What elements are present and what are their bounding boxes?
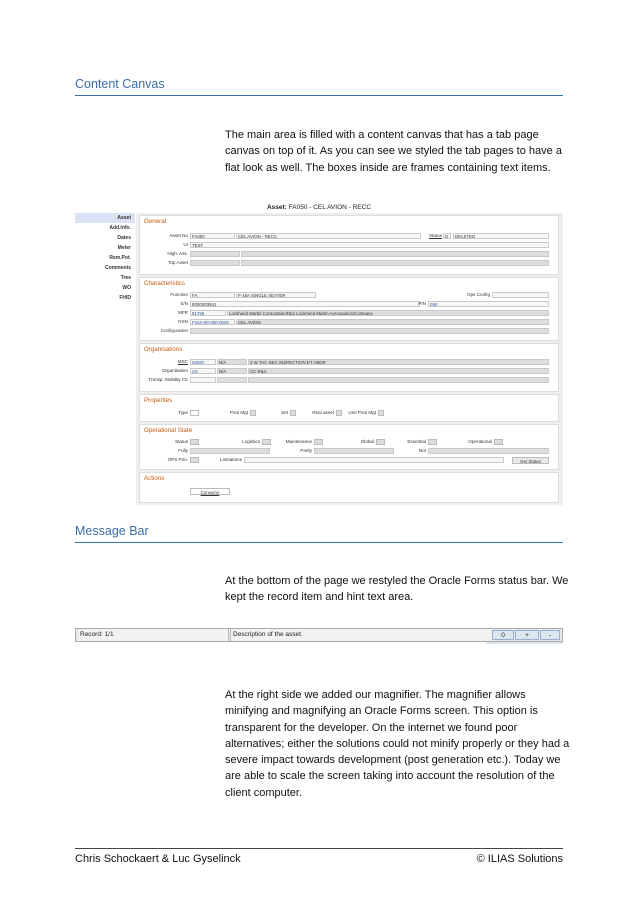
unit-pool-mgt-label: Unit Pool Mgt [348, 410, 376, 415]
ui-label: UI [183, 242, 188, 247]
tab-tree[interactable]: Tree [120, 275, 131, 281]
high-ass-code-field[interactable] [190, 251, 240, 257]
hint-text: Description of the asset. [230, 629, 493, 641]
top-asset-desc-field[interactable] [241, 260, 549, 266]
frame-title: Characteristics [144, 280, 185, 287]
pool-mgt-checkbox[interactable] [250, 410, 256, 416]
consume-button[interactable]: Consume [190, 488, 230, 495]
tab-asset[interactable]: Asset [75, 213, 135, 223]
configuration-field[interactable] [190, 328, 549, 334]
frame-operational-state [139, 424, 559, 470]
transp-mobility-label: Transp. Mobility Ctr [148, 377, 188, 382]
limitations-field[interactable] [244, 457, 504, 463]
magnifier-underline [486, 642, 563, 644]
tab-list [75, 213, 135, 303]
frame-characteristics [139, 277, 559, 341]
partly-field[interactable] [314, 448, 394, 454]
pn-label: P/N [418, 301, 426, 306]
nsn-code-field[interactable]: F16A-90-050-0000 [190, 319, 235, 325]
ops-prio-label: OPS Prio. [167, 457, 188, 462]
logistics-label: Logistics [242, 439, 260, 444]
status-label: Status [428, 233, 442, 238]
not-field[interactable] [428, 448, 549, 454]
mfr-label: MFR [178, 310, 188, 315]
section-rule [75, 542, 563, 543]
real-asset-label: Real asset [312, 410, 334, 415]
top-asset-label: Top Asset [168, 260, 188, 265]
transp-na-field[interactable] [217, 377, 247, 383]
unit-pool-mgt-checkbox[interactable] [378, 410, 384, 416]
zoom-in-button[interactable]: + [515, 630, 539, 640]
fully-field[interactable] [190, 448, 270, 454]
form-title: Asset: FA050 - CEL AVION - RECC [266, 204, 372, 211]
form-screenshot [75, 200, 563, 505]
frame-organisations [139, 343, 559, 392]
real-asset-checkbox[interactable] [336, 410, 342, 416]
frame-title: Properties [144, 397, 173, 404]
tab-rem-pot[interactable]: Rem.Pot. [109, 255, 131, 261]
status-code-field[interactable]: D [443, 233, 451, 239]
tab-meter[interactable]: Meter [117, 245, 131, 251]
global-field[interactable] [376, 439, 385, 445]
zoom-out-button[interactable]: - [540, 630, 560, 640]
section-rule [75, 95, 563, 96]
transp-desc-field[interactable] [248, 377, 549, 383]
ops-config-label: Ops Config [467, 292, 490, 297]
high-ass-desc-field[interactable] [241, 251, 549, 257]
sn-field[interactable]: 8000003541 [190, 301, 420, 307]
get-states-button[interactable]: Get States [512, 457, 549, 464]
frame-actions [139, 472, 559, 503]
org-desc-field[interactable]: CC R&A [248, 368, 549, 374]
essential-field[interactable] [428, 439, 437, 445]
configuration-label: Configuration [160, 328, 188, 333]
status-bar [75, 628, 563, 642]
organisation-label: Organisation [161, 368, 188, 373]
frame-properties [139, 394, 559, 422]
op-status-field[interactable] [190, 439, 199, 445]
tab-add-info[interactable]: Add.Info. [109, 225, 131, 231]
ui-field[interactable]: TEST [190, 242, 549, 248]
top-asset-code-field[interactable] [190, 260, 240, 266]
maintenance-label: Maintenance [285, 439, 312, 444]
set-label: Set [281, 410, 288, 415]
frame-general [139, 215, 559, 275]
set-checkbox[interactable] [290, 410, 296, 416]
frame-title: Actions [144, 475, 165, 482]
nsn-label: NSN [178, 319, 188, 324]
nsn-desc-field[interactable]: CEL AVION [236, 319, 549, 325]
tab-comments[interactable]: Comments [105, 265, 131, 271]
org-code-field[interactable]: CK [190, 368, 216, 374]
msc-code-field[interactable]: 02WO [190, 359, 216, 365]
paragraph-message-bar: At the bottom of the page we restyled the Oracle Forms status bar. We kept the record item and hint text area. [225, 575, 569, 604]
section-heading-content-canvas: Content Canvas [75, 77, 165, 91]
global-label: Global [360, 439, 374, 444]
asset-no-field[interactable]: FA050 [190, 233, 235, 239]
op-status-label: Status [174, 439, 188, 444]
maintenance-field[interactable] [314, 439, 323, 445]
paragraph-magnifier: At the right side we added our magnifier. The magnifier allows minifying and magnifying an Oracle Forms screen. This option is transparent for the developer. On the internet we found poor alternatives; either the solutions could not minify properly or they had a severe impact towards development (post generation etc.). Today we are able to scale the screen taking into account the resolution of the client computer. [225, 689, 570, 799]
function-desc-field[interactable]: F-16A SINGLE SEATER [236, 292, 316, 298]
function-label: Function [170, 292, 188, 297]
partly-label: Partly [300, 448, 312, 453]
frame-title: General [144, 218, 167, 225]
footer-company: © ILIAS Solutions [476, 853, 563, 865]
asset-desc-field[interactable]: CEL AVION - RECC [236, 233, 421, 239]
pool-mgt-label: Pool Mgt [229, 410, 248, 415]
tab-dates[interactable]: Dates [117, 235, 131, 241]
transp-code-field[interactable] [190, 377, 216, 383]
function-code-field[interactable]: FA [190, 292, 235, 298]
asset-no-label: Asset No [169, 233, 188, 238]
msc-desc-field[interactable]: 2 W TAC SEC INSPECTION ET ABDR [248, 359, 549, 365]
section-heading-message-bar: Message Bar [75, 524, 149, 538]
status-value-field[interactable]: DELETED [453, 233, 549, 239]
limitations-label: Limitations [220, 457, 242, 462]
high-ass-label: High. Ass. [167, 251, 188, 256]
zoom-level: 0 [492, 630, 514, 640]
record-indicator: Record: 1/1 [78, 629, 229, 641]
mfr-desc-field[interactable]: Lockheed Martin Corporation/Dba Lockheed Martin Aeronautics/Company [227, 310, 549, 316]
tab-wo[interactable]: WO [122, 285, 131, 291]
essential-label: Essential [407, 439, 426, 444]
msc-na-field[interactable]: N/A [217, 359, 247, 365]
operational-field[interactable] [494, 439, 503, 445]
operational-label: Operational [468, 439, 492, 444]
footer-authors: Chris Schockaert & Luc Gyselinck [75, 853, 241, 865]
footer-rule [75, 848, 563, 849]
pn-field[interactable]: 050 [428, 301, 549, 307]
fully-label: Fully [178, 448, 188, 453]
not-label: Not [418, 448, 426, 453]
mfr-code-field[interactable]: 81755 [190, 310, 226, 316]
msc-label: MSC [177, 359, 188, 364]
frame-title: Organisations [144, 346, 183, 353]
type-field[interactable] [190, 410, 199, 416]
ops-prio-field[interactable] [190, 457, 199, 463]
tab-fhid[interactable]: FHID [119, 295, 131, 301]
ops-config-field[interactable] [492, 292, 549, 298]
type-label: Type [178, 410, 188, 415]
tab-canvas [136, 213, 563, 505]
org-na-field[interactable]: N/A [217, 368, 247, 374]
sn-label: S/N [180, 301, 188, 306]
frame-title: Operational State [144, 427, 193, 434]
paragraph-content-canvas: The main area is filled with a content canvas that has a tab page canvas on top of it. As you can see we styled the tab pages to have a flat look as well. The boxes inside are frames containing text items. [225, 129, 562, 174]
